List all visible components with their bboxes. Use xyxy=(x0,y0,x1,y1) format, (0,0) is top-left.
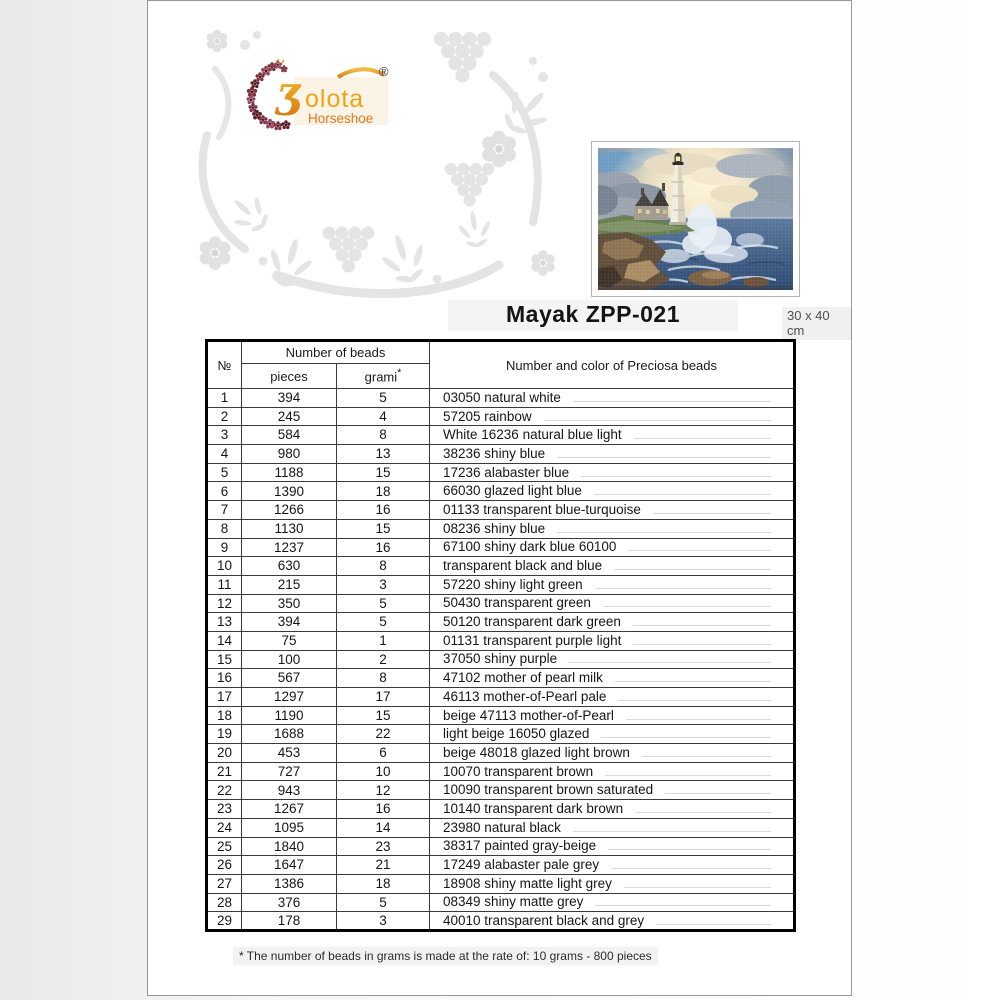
row-number-cell: 27 xyxy=(207,874,242,893)
scan-artifact-line xyxy=(611,859,771,869)
footnote-asterisk: * xyxy=(397,367,402,380)
scan-artifact-line xyxy=(544,411,771,421)
scan-artifact-line xyxy=(573,822,771,832)
color-description-text: light beige 16050 glazed xyxy=(443,726,590,742)
bead-row xyxy=(207,445,795,464)
bead-row xyxy=(207,631,795,650)
pieces-cell: 1386 xyxy=(242,874,337,893)
color-description-text: 23980 natural black xyxy=(443,819,561,835)
row-number-cell: 1 xyxy=(207,389,242,408)
color-description-cell xyxy=(430,445,795,464)
grams-cell: 3 xyxy=(337,575,430,594)
pieces-cell: 727 xyxy=(242,762,337,781)
bead-row xyxy=(207,781,795,800)
pieces-cell: 1095 xyxy=(242,818,337,837)
color-description-text: 08236 shiny blue xyxy=(443,520,546,536)
scan-artifact-line xyxy=(618,691,771,701)
row-number-cell: 25 xyxy=(207,837,242,856)
color-description-text: 50430 transparent green xyxy=(443,595,591,611)
beads-table-header xyxy=(207,341,795,389)
row-number-cell: 6 xyxy=(207,482,242,501)
bead-row xyxy=(207,538,795,557)
row-number-cell: 3 xyxy=(207,426,242,445)
row-number-cell: 20 xyxy=(207,744,242,763)
row-number-cell: 26 xyxy=(207,856,242,875)
color-description-text: 17236 alabaster blue xyxy=(443,464,570,480)
color-description-cell xyxy=(430,744,795,763)
row-number-cell: 15 xyxy=(207,650,242,669)
pieces-cell: 1267 xyxy=(242,800,337,819)
color-description-text: 18908 shiny matte light grey xyxy=(443,875,612,891)
scan-artifact-line xyxy=(557,523,771,533)
grams-cell: 15 xyxy=(337,519,430,538)
bead-row xyxy=(207,389,795,408)
color-description-text: 66030 glazed light blue xyxy=(443,483,582,499)
pieces-cell: 980 xyxy=(242,445,337,464)
pieces-cell: 1297 xyxy=(242,688,337,707)
color-description-cell xyxy=(430,463,795,482)
pieces-cell: 630 xyxy=(242,557,337,576)
row-number-cell: 9 xyxy=(207,538,242,557)
col-header-description: Number and color of Preciosa beads xyxy=(430,341,795,389)
pieces-cell: 1266 xyxy=(242,501,337,520)
color-description-text: 01131 transparent purple light xyxy=(443,632,622,648)
col-header-grams: grami* xyxy=(337,364,430,389)
scan-artifact-line xyxy=(628,541,771,551)
row-number-cell: 10 xyxy=(207,557,242,576)
row-number-cell: 29 xyxy=(207,912,242,931)
color-description-text: 10090 transparent brown saturated xyxy=(443,782,654,798)
scan-artifact-line xyxy=(624,878,771,888)
pieces-cell: 1390 xyxy=(242,482,337,501)
grams-cell: 5 xyxy=(337,389,430,408)
grams-cell: 10 xyxy=(337,762,430,781)
grams-cell: 15 xyxy=(337,463,430,482)
pieces-cell: 1688 xyxy=(242,725,337,744)
scan-artifact-line xyxy=(635,803,771,813)
scan-artifact-line xyxy=(594,485,771,495)
scan-artifact-line xyxy=(605,766,771,776)
grams-cell: 23 xyxy=(337,837,430,856)
row-number-cell: 18 xyxy=(207,706,242,725)
bead-row xyxy=(207,912,795,931)
pieces-cell: 75 xyxy=(242,631,337,650)
brand-subtitle: Horseshoe xyxy=(308,111,374,126)
grams-cell: 17 xyxy=(337,688,430,707)
bead-row xyxy=(207,519,795,538)
color-description-cell xyxy=(430,538,795,557)
grams-cell: 2 xyxy=(337,650,430,669)
scan-artifact-line xyxy=(573,392,771,402)
row-number-cell: 19 xyxy=(207,725,242,744)
pieces-cell: 1188 xyxy=(242,463,337,482)
bead-row xyxy=(207,725,795,744)
scan-artifact-line xyxy=(615,672,771,682)
col-header-number: № xyxy=(207,341,242,389)
color-description-cell xyxy=(430,482,795,501)
bead-row xyxy=(207,688,795,707)
color-description-text: 67100 shiny dark blue 60100 xyxy=(443,539,617,555)
bead-row xyxy=(207,669,795,688)
grams-cell: 14 xyxy=(337,818,430,837)
col-header-pieces: pieces xyxy=(242,364,337,389)
bead-row xyxy=(207,650,795,669)
grams-cell: 8 xyxy=(337,426,430,445)
pieces-cell: 1130 xyxy=(242,519,337,538)
grams-cell: 6 xyxy=(337,744,430,763)
row-number-cell: 16 xyxy=(207,669,242,688)
color-description-text: transparent black and blue xyxy=(443,558,603,574)
bead-row xyxy=(207,426,795,445)
color-description-cell xyxy=(430,800,795,819)
registered-trademark-icon: ® xyxy=(379,64,389,79)
scan-artifact-line xyxy=(634,429,771,439)
color-description-cell xyxy=(430,594,795,613)
color-description-text: 10140 transparent dark brown xyxy=(443,800,624,816)
pieces-cell: 245 xyxy=(242,407,337,426)
row-number-cell: 5 xyxy=(207,463,242,482)
bead-row xyxy=(207,744,795,763)
row-number-cell: 11 xyxy=(207,575,242,594)
scan-artifact-line xyxy=(595,896,771,906)
brand-logo xyxy=(242,59,394,131)
color-description-cell xyxy=(430,818,795,837)
pieces-cell: 1190 xyxy=(242,706,337,725)
brand-name: olota xyxy=(305,85,365,113)
row-number-cell: 22 xyxy=(207,781,242,800)
color-description-text: 57220 shiny light green xyxy=(443,576,583,592)
color-description-cell xyxy=(430,389,795,408)
grams-cell: 22 xyxy=(337,725,430,744)
grams-cell: 3 xyxy=(337,912,430,931)
bead-row xyxy=(207,874,795,893)
grams-cell: 1 xyxy=(337,631,430,650)
pattern-size-label: 30 x 40 cm xyxy=(782,307,851,340)
col-header-beads-group: Number of beads xyxy=(242,341,430,364)
table-footnote: * The number of beads in grams is made at the rate of: 10 grams - 800 pieces xyxy=(233,947,658,965)
color-description-cell xyxy=(430,874,795,893)
grams-cell: 21 xyxy=(337,856,430,875)
color-description-cell xyxy=(430,762,795,781)
pieces-cell: 567 xyxy=(242,669,337,688)
row-number-cell: 4 xyxy=(207,445,242,464)
color-description-cell xyxy=(430,557,795,576)
color-description-text: 46113 mother-of-Pearl pale xyxy=(443,688,607,704)
bead-row xyxy=(207,594,795,613)
bead-row xyxy=(207,463,795,482)
color-description-text: White 16236 natural blue light xyxy=(443,427,622,443)
color-description-cell xyxy=(430,631,795,650)
pieces-cell: 584 xyxy=(242,426,337,445)
color-description-text: 37050 shiny purple xyxy=(443,651,558,667)
bead-row xyxy=(207,800,795,819)
grams-cell: 18 xyxy=(337,874,430,893)
beads-table xyxy=(205,339,796,932)
scan-artifact-line xyxy=(665,784,771,794)
bead-row xyxy=(207,818,795,837)
grams-cell: 12 xyxy=(337,781,430,800)
color-description-cell xyxy=(430,407,795,426)
bead-row xyxy=(207,482,795,501)
page-title: Mayak ZPP-021 xyxy=(448,300,738,331)
color-description-cell xyxy=(430,725,795,744)
color-description-text: 08349 shiny matte grey xyxy=(443,894,584,910)
color-description-cell xyxy=(430,519,795,538)
scan-artifact-line xyxy=(557,448,771,458)
color-description-text: 38317 painted gray-beige xyxy=(443,838,597,854)
row-number-cell: 21 xyxy=(207,762,242,781)
bead-row xyxy=(207,557,795,576)
grams-cell: 18 xyxy=(337,482,430,501)
color-description-cell xyxy=(430,575,795,594)
scan-artifact-line xyxy=(614,560,771,570)
pieces-cell: 215 xyxy=(242,575,337,594)
row-number-cell: 14 xyxy=(207,631,242,650)
grams-cell: 16 xyxy=(337,800,430,819)
color-description-cell xyxy=(430,501,795,520)
grams-cell: 8 xyxy=(337,669,430,688)
grams-cell: 13 xyxy=(337,445,430,464)
color-description-cell xyxy=(430,650,795,669)
grams-cell: 4 xyxy=(337,407,430,426)
scan-artifact-line xyxy=(633,616,771,626)
color-description-cell xyxy=(430,837,795,856)
scan-artifact-line xyxy=(569,653,771,663)
color-description-cell xyxy=(430,706,795,725)
pieces-cell: 1840 xyxy=(242,837,337,856)
bead-row xyxy=(207,501,795,520)
pieces-cell: 350 xyxy=(242,594,337,613)
color-description-cell xyxy=(430,893,795,912)
pieces-cell: 394 xyxy=(242,613,337,632)
color-description-text: 10070 transparent brown xyxy=(443,763,594,779)
pieces-cell: 100 xyxy=(242,650,337,669)
color-description-text: 47102 mother of pearl milk xyxy=(443,670,603,686)
pieces-cell: 376 xyxy=(242,893,337,912)
brand-initial: Ʒ xyxy=(276,76,304,125)
row-number-cell: 12 xyxy=(207,594,242,613)
pieces-cell: 394 xyxy=(242,389,337,408)
pieces-cell: 178 xyxy=(242,912,337,931)
scan-artifact-line xyxy=(581,467,771,477)
grams-cell: 5 xyxy=(337,893,430,912)
color-description-cell xyxy=(430,856,795,875)
color-description-cell xyxy=(430,781,795,800)
row-number-cell: 23 xyxy=(207,800,242,819)
color-description-text: 50120 transparent dark green xyxy=(443,614,621,630)
lighthouse-artwork xyxy=(598,148,793,290)
grams-cell: 8 xyxy=(337,557,430,576)
color-description-text: 17249 alabaster pale grey xyxy=(443,857,600,873)
row-number-cell: 2 xyxy=(207,407,242,426)
pieces-cell: 453 xyxy=(242,744,337,763)
row-number-cell: 24 xyxy=(207,818,242,837)
grams-cell: 16 xyxy=(337,538,430,557)
bead-row xyxy=(207,893,795,912)
row-number-cell: 28 xyxy=(207,893,242,912)
scan-artifact-line xyxy=(633,635,771,645)
scan-artifact-line xyxy=(608,840,771,850)
pieces-cell: 1647 xyxy=(242,856,337,875)
bead-row xyxy=(207,762,795,781)
color-description-text: 40010 transparent black and grey xyxy=(443,912,645,928)
bead-row xyxy=(207,837,795,856)
pattern-preview-image xyxy=(591,141,800,297)
row-number-cell: 7 xyxy=(207,501,242,520)
grams-cell: 5 xyxy=(337,594,430,613)
color-description-cell xyxy=(430,688,795,707)
pieces-cell: 943 xyxy=(242,781,337,800)
scan-artifact-line xyxy=(595,579,771,589)
scan-artifact-line xyxy=(653,504,771,514)
color-description-text: beige 48018 glazed light brown xyxy=(443,744,630,760)
color-description-text: beige 47113 mother-of-Pearl xyxy=(443,707,614,723)
color-description-cell xyxy=(430,613,795,632)
color-description-text: 38236 shiny blue xyxy=(443,445,546,461)
beads-table-body xyxy=(207,389,795,931)
bead-row xyxy=(207,706,795,725)
grams-cell: 16 xyxy=(337,501,430,520)
row-number-cell: 13 xyxy=(207,613,242,632)
bead-row xyxy=(207,613,795,632)
scan-artifact-line xyxy=(642,747,771,757)
bead-row xyxy=(207,575,795,594)
row-number-cell: 17 xyxy=(207,688,242,707)
color-description-text: 03050 natural white xyxy=(443,389,561,405)
grams-cell: 5 xyxy=(337,613,430,632)
scan-artifact-line xyxy=(603,597,771,607)
scan-artifact-line xyxy=(601,728,771,738)
color-description-cell xyxy=(430,912,795,931)
bead-row xyxy=(207,856,795,875)
row-number-cell: 8 xyxy=(207,519,242,538)
scan-artifact-line xyxy=(656,915,771,925)
color-description-cell xyxy=(430,669,795,688)
scan-artifact-line xyxy=(626,710,771,720)
document-page xyxy=(147,0,852,996)
color-description-cell xyxy=(430,426,795,445)
color-description-text: 57205 rainbow xyxy=(443,408,532,424)
pieces-cell: 1237 xyxy=(242,538,337,557)
bead-row xyxy=(207,407,795,426)
grams-cell: 15 xyxy=(337,706,430,725)
color-description-text: 01133 transparent blue-turquoise xyxy=(443,501,641,517)
